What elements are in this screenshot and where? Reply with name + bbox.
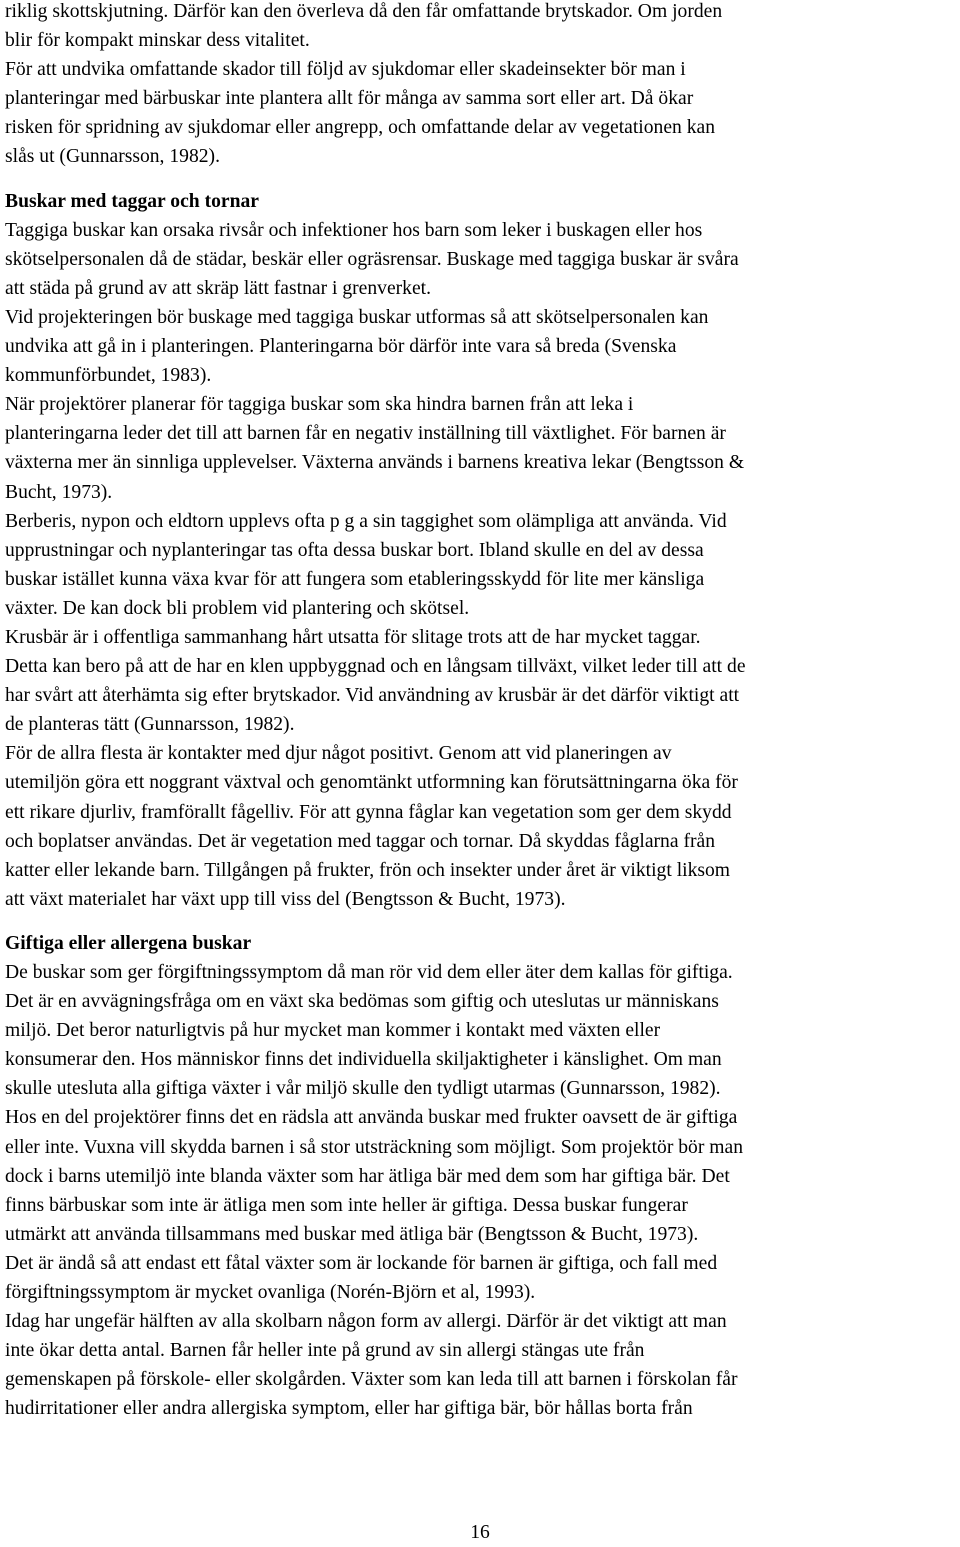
text-line: finns bärbuskar som inte är ätliga men som inte heller är giftiga. Dessa buskar fungerar [5,1194,688,1216]
page-number: 16 [470,1522,490,1543]
text-line: gemenskapen på förskole- eller skolgården. Växter som kan leda till att barnen i förskolan får [5,1369,738,1391]
text-line: Det är en avvägningsfråga om en växt ska bedömas som giftig och uteslutas ur människans [5,991,719,1013]
text-line: För de allra flesta är kontakter med djur något positivt. Genom att vid planeringen av [5,743,672,765]
text-line: de planteras tätt (Gunnarsson, 1982). [5,714,295,736]
text-line: att städa på grund av att skräp lätt fastnar i grenverket. [5,277,432,299]
text-line: planteringar med bärbuskar inte plantera allt för många av samma sort eller art. Då ökar [5,88,694,110]
text-line: kommunförbundet, 1983). [5,365,212,387]
text-line: Vid projekteringen bör buskage med taggiga buskar utformas så att skötselpersonalen kan [5,306,709,328]
section-gap [5,172,957,187]
text-line: slås ut (Gunnarsson, 1982). [5,146,220,168]
text-line: buskar istället kunna växa kvar för att fungera som etableringsskydd för lite mer känsliga [5,568,705,590]
text-line: har svårt att återhämta sig efter brytskador. Vid användning av krusbär är det därför viktigt att [5,685,740,707]
text-line: risken för spridning av sjukdomar eller angrepp, och omfattande delar av vegetationen kan [5,117,716,139]
text-line: utmärkt att använda tillsammans med buskar med ätliga bär (Bengtsson & Bucht, 1973). [5,1223,699,1245]
text-line: Detta kan bero på att de har en klen uppbyggnad och en långsam tillväxt, vilket leder till att de [5,656,746,678]
text-line: hudirritationer eller andra allergiska symptom, eller har giftiga bär, bör hållas borta från [5,1398,693,1420]
text-line: blir för kompakt minskar dess vitalitet. [5,30,310,52]
section-heading: Buskar med taggar och tornar [5,190,259,212]
text-line: Bucht, 1973). [5,481,113,503]
text-line: Idag har ungefär hälften av alla skolbarn någon form av allergi. Därför är det viktigt att man [5,1311,727,1333]
intro-paragraph [5,0,957,172]
text-line: De buskar som ger förgiftningssymptom då man rör vid dem eller äter dem kallas för giftiga. [5,962,733,983]
text-line: växter. De kan dock bli problem vid plantering och skötsel. [5,597,470,619]
text-line: katter eller lekande barn. Tillgången på frukter, frön och insekter under året är viktigt liksom [5,859,731,881]
text-line: och boplatser användas. Det är vegetation med taggar och tornar. Då skyddas fåglarna från [5,830,715,852]
text-line: att växt materialet har växt upp till viss del (Bengtsson & Bucht, 1973). [5,888,566,910]
text-line: växterna mer än sinnliga upplevelser. Växterna används i barnens kreativa lekar (Bengtsson & [5,452,745,474]
section-gap [5,914,957,929]
text-line: Taggiga buskar kan orsaka rivsår och infektioner hos barn som leker i buskagen eller hos [5,219,703,241]
text-line: Hos en del projektörer finns det en rädsla att använda buskar med frukter oavsett de är giftiga [5,1107,738,1129]
text-line: undvika att gå in i planteringen. Planteringarna bör därför inte vara så breda (Svenska [5,336,677,358]
section-giftiga-allergena [5,929,957,1424]
text-line: Berberis, nypon och eldtorn upplevs ofta p g a sin taggighet som olämpliga att använda. Vid [5,510,727,532]
text-line: inte ökar detta antal. Barnen får heller inte på grund av sin allergi stängas ute från [5,1340,645,1362]
text-line: ett rikare djurliv, framförallt fågelliv. För att gynna fåglar kan vegetation som ger dem skydd [5,801,732,823]
text-line: riklig skottskjutning. Därför kan den överleva då den får omfattande brytskador. Om jorden [5,1,723,22]
text-line: utemiljön göra ett noggrant växtval och genomtänkt utformning kan förutsättningarna öka för [5,772,738,794]
text-line: dock i barns utemiljö inte blanda växter som har ätliga bär med dem som har giftiga bär. Det [5,1165,730,1187]
text-line: Det är ändå så att endast ett fåtal växter som är lockande för barnen är giftiga, och fall med [5,1252,718,1274]
text-line: miljö. Det beror naturligtvis på hur mycket man kommer i kontakt med växten eller [5,1020,661,1042]
text-line: eller inte. Vuxna vill skydda barnen i så stor utsträckning som möjligt. Som projektör bör man [5,1136,744,1158]
text-line: Krusbär är i offentliga sammanhang hårt utsatta för slitage trots att de har mycket taggar. [5,626,701,648]
text-line: skötselpersonalen då de städar, beskär eller ogräsrensar. Buskage med taggiga buskar är svåra [5,248,739,270]
text-line: förgiftningssymptom är mycket ovanliga (Norén-Björn et al, 1993). [5,1282,536,1304]
text-line: När projektörer planerar för taggiga buskar som ska hindra barnen från att leka i [5,394,634,416]
document-page [5,0,957,1424]
text-line: konsumerar den. Hos människor finns det individuella skiljaktigheter i känslighet. Om man [5,1049,722,1071]
section-heading: Giftiga eller allergena buskar [5,932,252,954]
text-line: skulle utesluta alla giftiga växter i vår miljö skulle den tydligt utarmas (Gunnarsson, 1982). [5,1078,721,1100]
text-line: planteringarna leder det till att barnen får en negativ inställning till växtlighet. För barnen är [5,423,726,445]
section-taggar-tornar [5,187,957,914]
text-line: För att undvika omfattande skador till följd av sjukdomar eller skadeinsekter bör man i [5,59,686,81]
text-line: upprustningar och nyplanteringar tas ofta dessa buskar bort. Ibland skulle en del av dessa [5,539,704,561]
